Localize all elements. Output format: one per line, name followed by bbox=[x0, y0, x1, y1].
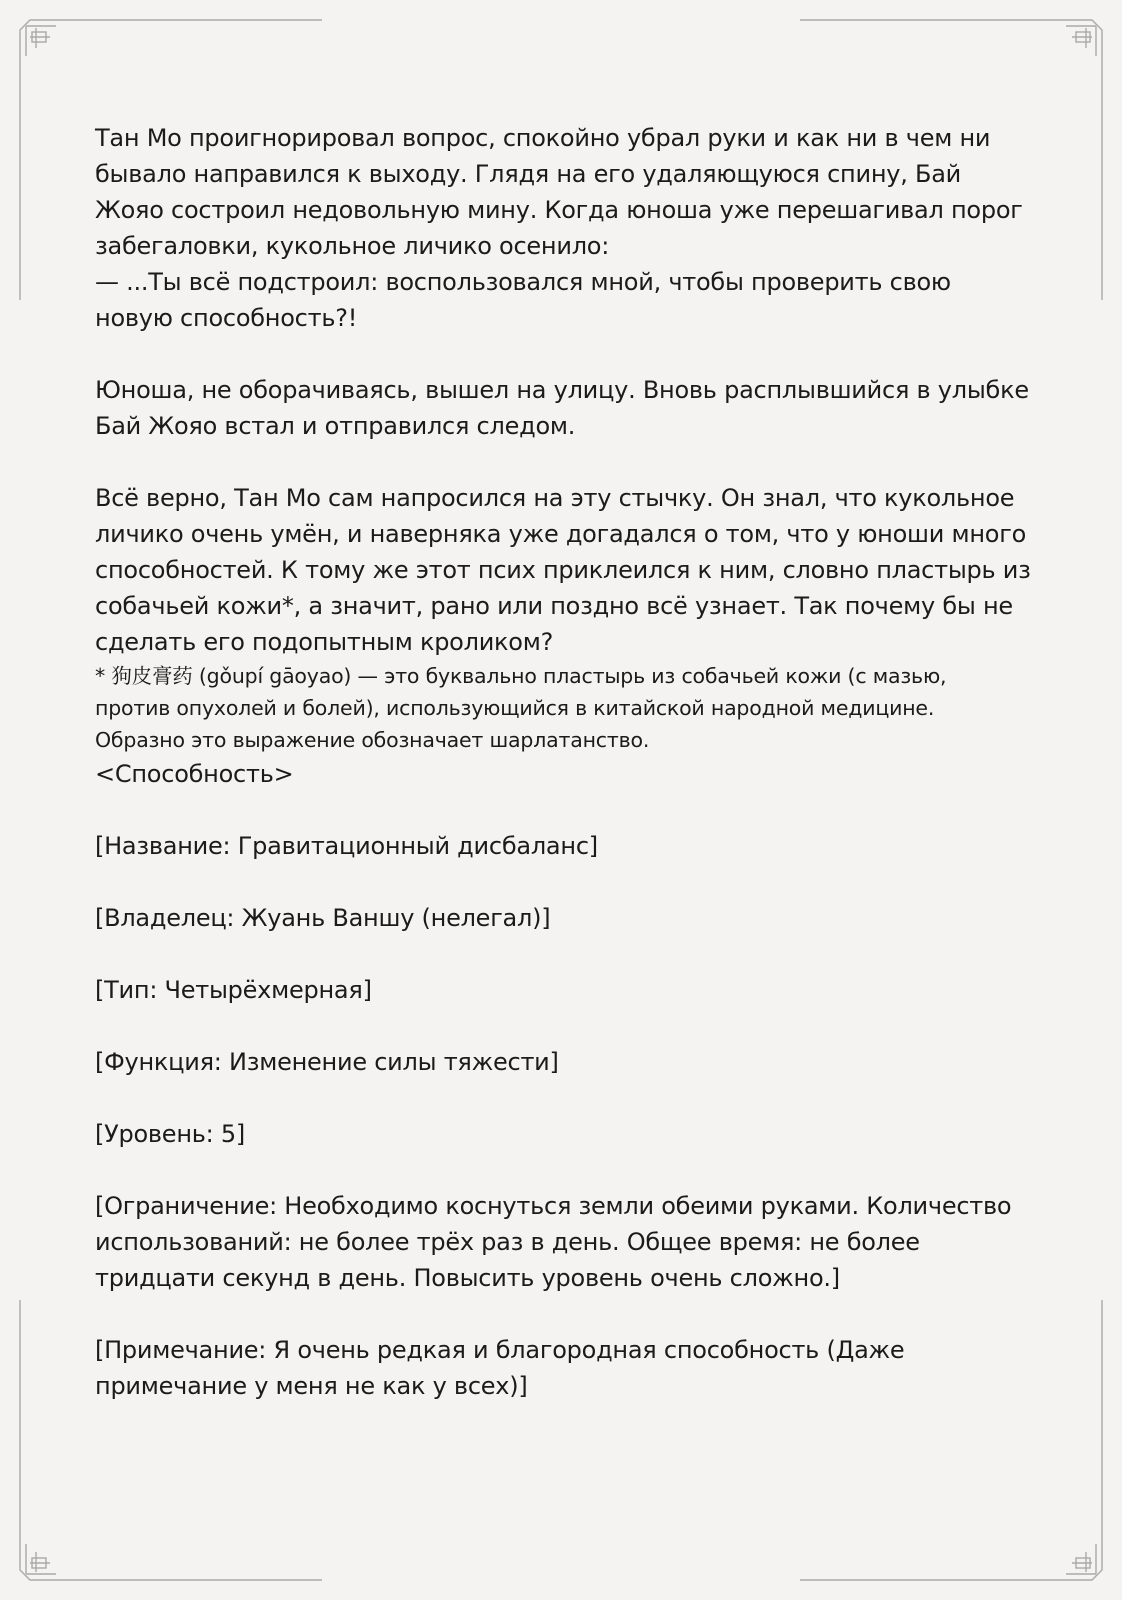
paragraph-narration-3: Всё верно, Тан Мо сам напросился на эту стычку. Он знал, что кукольное личико очень умён, и наверняка уже догадался о том, что у юноши много способностей. К тому же этот псих приклеился к ним, словно пластырь из собачьей кожи*, а значит, рано или поздно всё узнает. Так почему бы не сделать его подопытным кроликом? bbox=[95, 484, 1031, 656]
ability-type: [Тип: Четырёхмерная] bbox=[95, 976, 372, 1004]
ability-function: [Функция: Изменение силы тяжести] bbox=[95, 1048, 559, 1076]
ability-level: [Уровень: 5] bbox=[95, 1120, 245, 1148]
main-text bbox=[95, 120, 1035, 1404]
footnote: * 狗皮膏药 (gǒupí gāoyao) — это буквально пластырь из собачьей кожи (с мазью, против опухолей и болей), использующийся в китайской народной медицине. Образно это выражение обозначает шарлатанство. bbox=[95, 664, 947, 752]
ability-note: [Примечание: Я очень редкая и благородная способность (Даже примечание у меня не как у всех)] bbox=[95, 1336, 905, 1400]
paragraph-narration-2: Юноша, не оборачиваясь, вышел на улицу. Вновь расплывшийся в улыбке Бай Жояо встал и отправился следом. bbox=[95, 376, 1029, 440]
ability-name: [Название: Гравитационный дисбаланс] bbox=[95, 832, 598, 860]
ability-header: <Способность> bbox=[95, 760, 294, 788]
paragraph-narration-1: Тан Мо проигнорировал вопрос, спокойно убрал руки и как ни в чем ни бывало направился к выходу. Глядя на его удаляющуюся спину, Бай Жояо состроил недовольную мину. Когда юноша уже перешагивал порог забегаловки, кукольное личико осенило: bbox=[95, 124, 1023, 260]
paragraph-dialogue: — ...Ты всё подстроил: воспользовался мной, чтобы проверить свою новую способность?! bbox=[95, 268, 951, 332]
ability-limitation: [Ограничение: Необходимо коснуться земли обеими руками. Количество использований: не более трёх раз в день. Общее время: не более тридцати секунд в день. Повысить уровень очень сложно.] bbox=[95, 1192, 1012, 1292]
ability-owner: [Владелец: Жуань Ваншу (нелегал)] bbox=[95, 904, 551, 932]
